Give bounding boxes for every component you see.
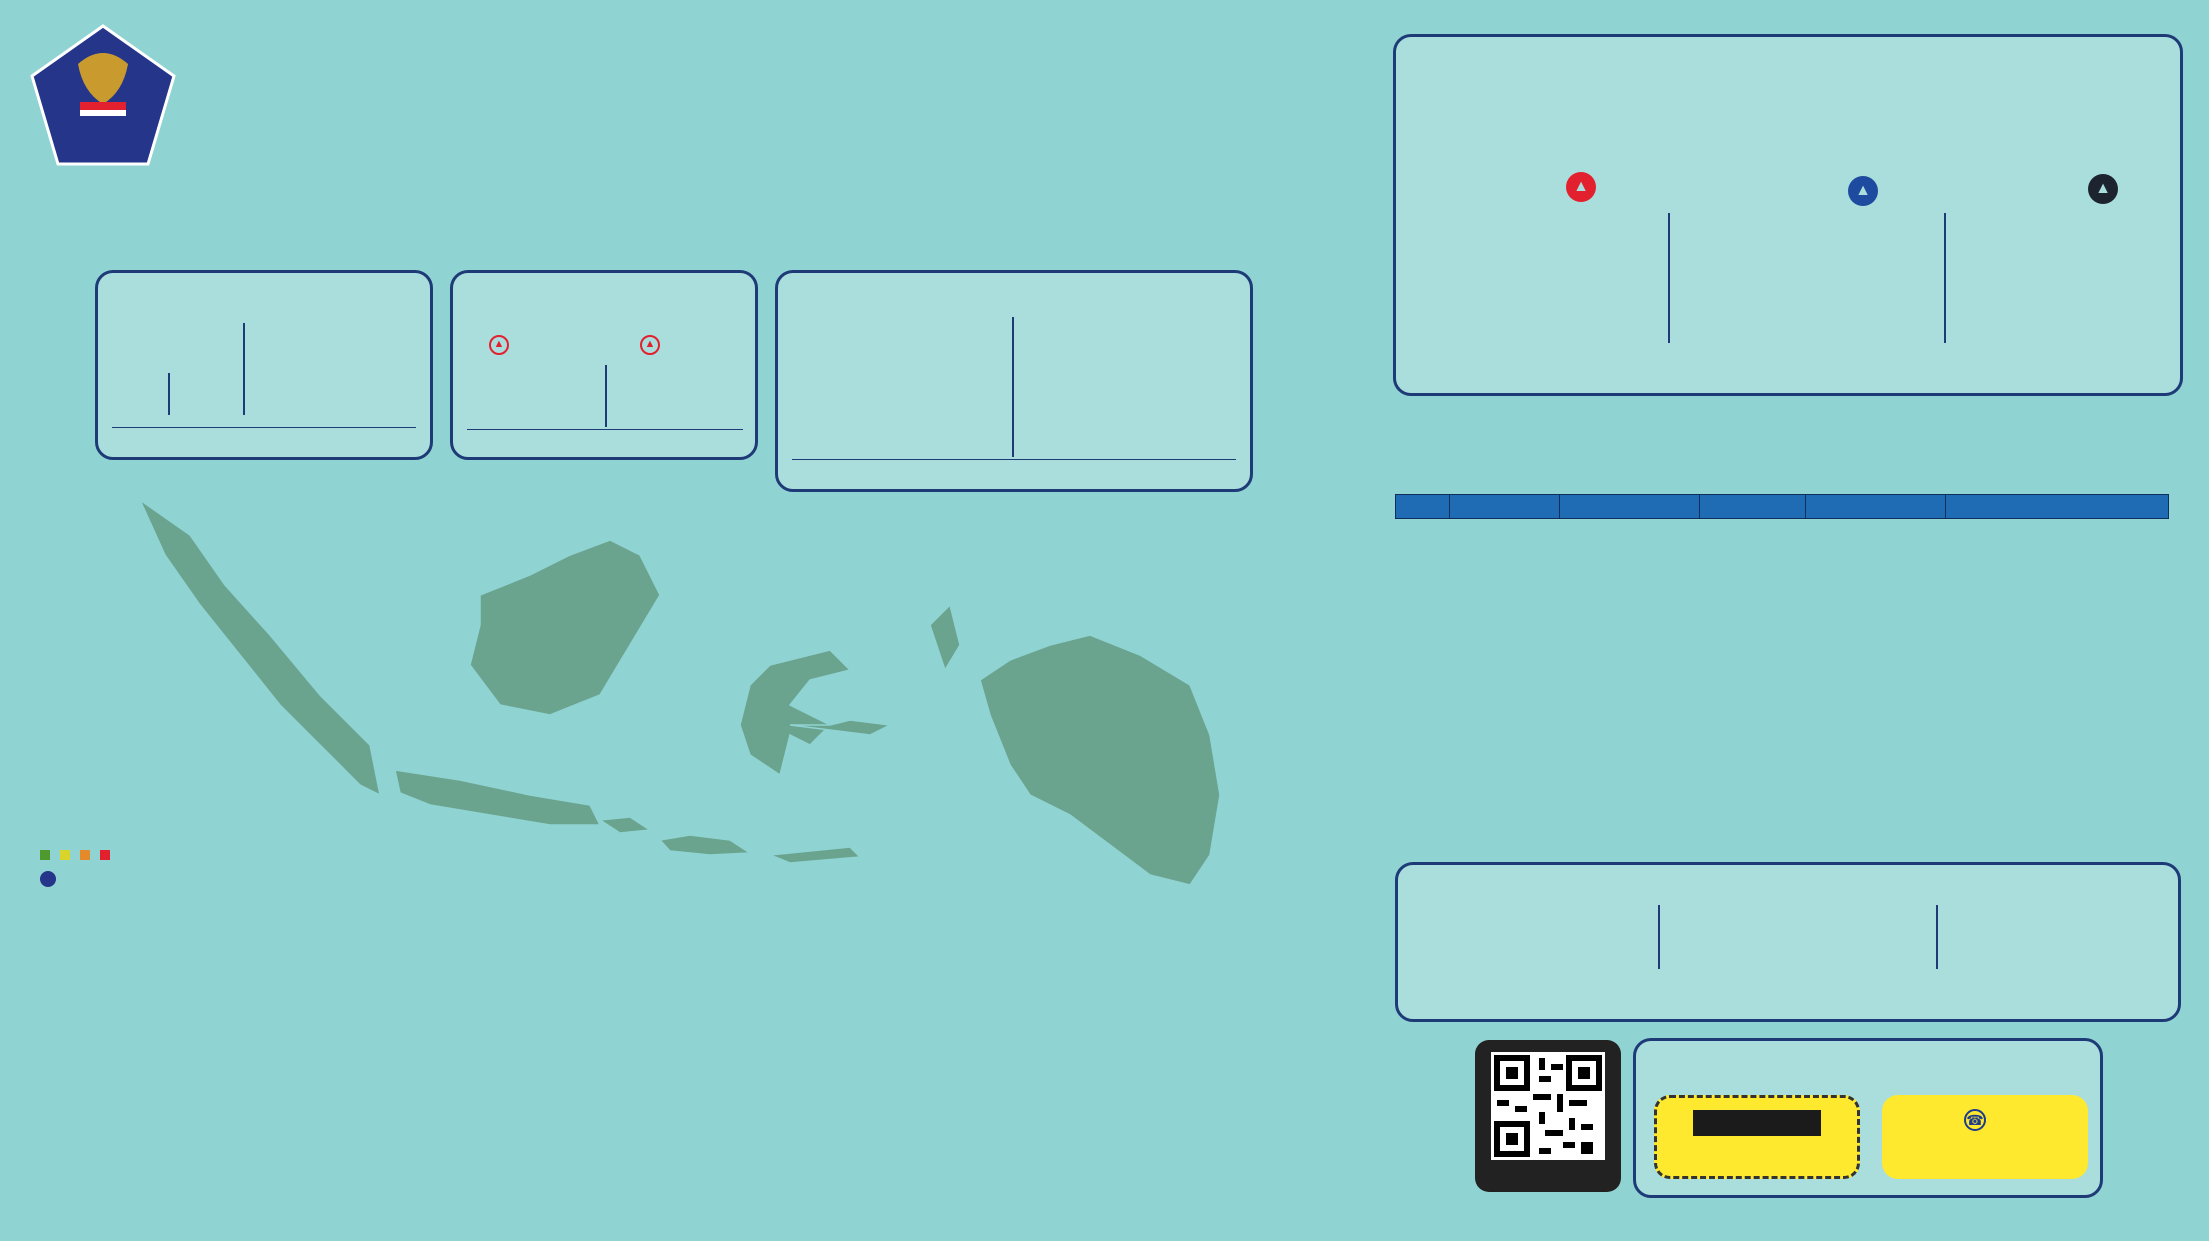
official-site-button[interactable] [1654, 1095, 1860, 1179]
deaths-increase [2088, 171, 2118, 205]
qr-card[interactable] [1475, 1040, 1621, 1192]
increase-icon: ▲ [1566, 172, 1596, 202]
col-cases [1560, 495, 1700, 519]
table-header-row [1396, 495, 2169, 519]
col-population [1806, 495, 1946, 519]
legend-item [40, 850, 50, 863]
increase-icon: ▲ [489, 335, 509, 355]
qr-code-icon [1491, 1052, 1605, 1160]
col-deaths [1700, 495, 1806, 519]
legend-swatch [60, 850, 70, 860]
pcr-specimens-increase [640, 333, 660, 356]
legend-swatch [80, 850, 90, 860]
legend-item [100, 850, 110, 863]
increase-icon: ▲ [1848, 176, 1878, 206]
totals-panel [1393, 34, 2183, 396]
pcr-panel [450, 270, 758, 460]
call-center-button[interactable] [1882, 1095, 2088, 1179]
active-cases-legend [40, 870, 62, 887]
official-site-label [1693, 1110, 1821, 1136]
phone-icon: ☎ [1964, 1109, 1986, 1131]
emergency-status-panel [95, 270, 433, 460]
indonesia-map [130, 495, 1300, 915]
col-no [1396, 495, 1450, 519]
circle-icon [40, 871, 56, 887]
legend-item [80, 850, 90, 863]
information-panel [1633, 1038, 2103, 1198]
confirmed-increase [1566, 169, 1596, 203]
col-country [1450, 495, 1560, 519]
pcr-people-increase [489, 333, 509, 356]
recovered-increase [1848, 173, 1878, 207]
daily-cases-chart [20, 920, 1370, 1225]
world-cases-table [1395, 494, 2169, 519]
col-dpm [1946, 495, 2169, 519]
legend-item [60, 850, 70, 863]
increase-icon: ▲ [2088, 174, 2118, 204]
logistics-panel [775, 270, 1253, 492]
task-force-logo [28, 22, 178, 168]
legend-swatch [100, 850, 110, 860]
map-legend [40, 850, 110, 863]
funds-panel [1395, 862, 2181, 1022]
legend-swatch [40, 850, 50, 860]
increase-icon: ▲ [640, 335, 660, 355]
